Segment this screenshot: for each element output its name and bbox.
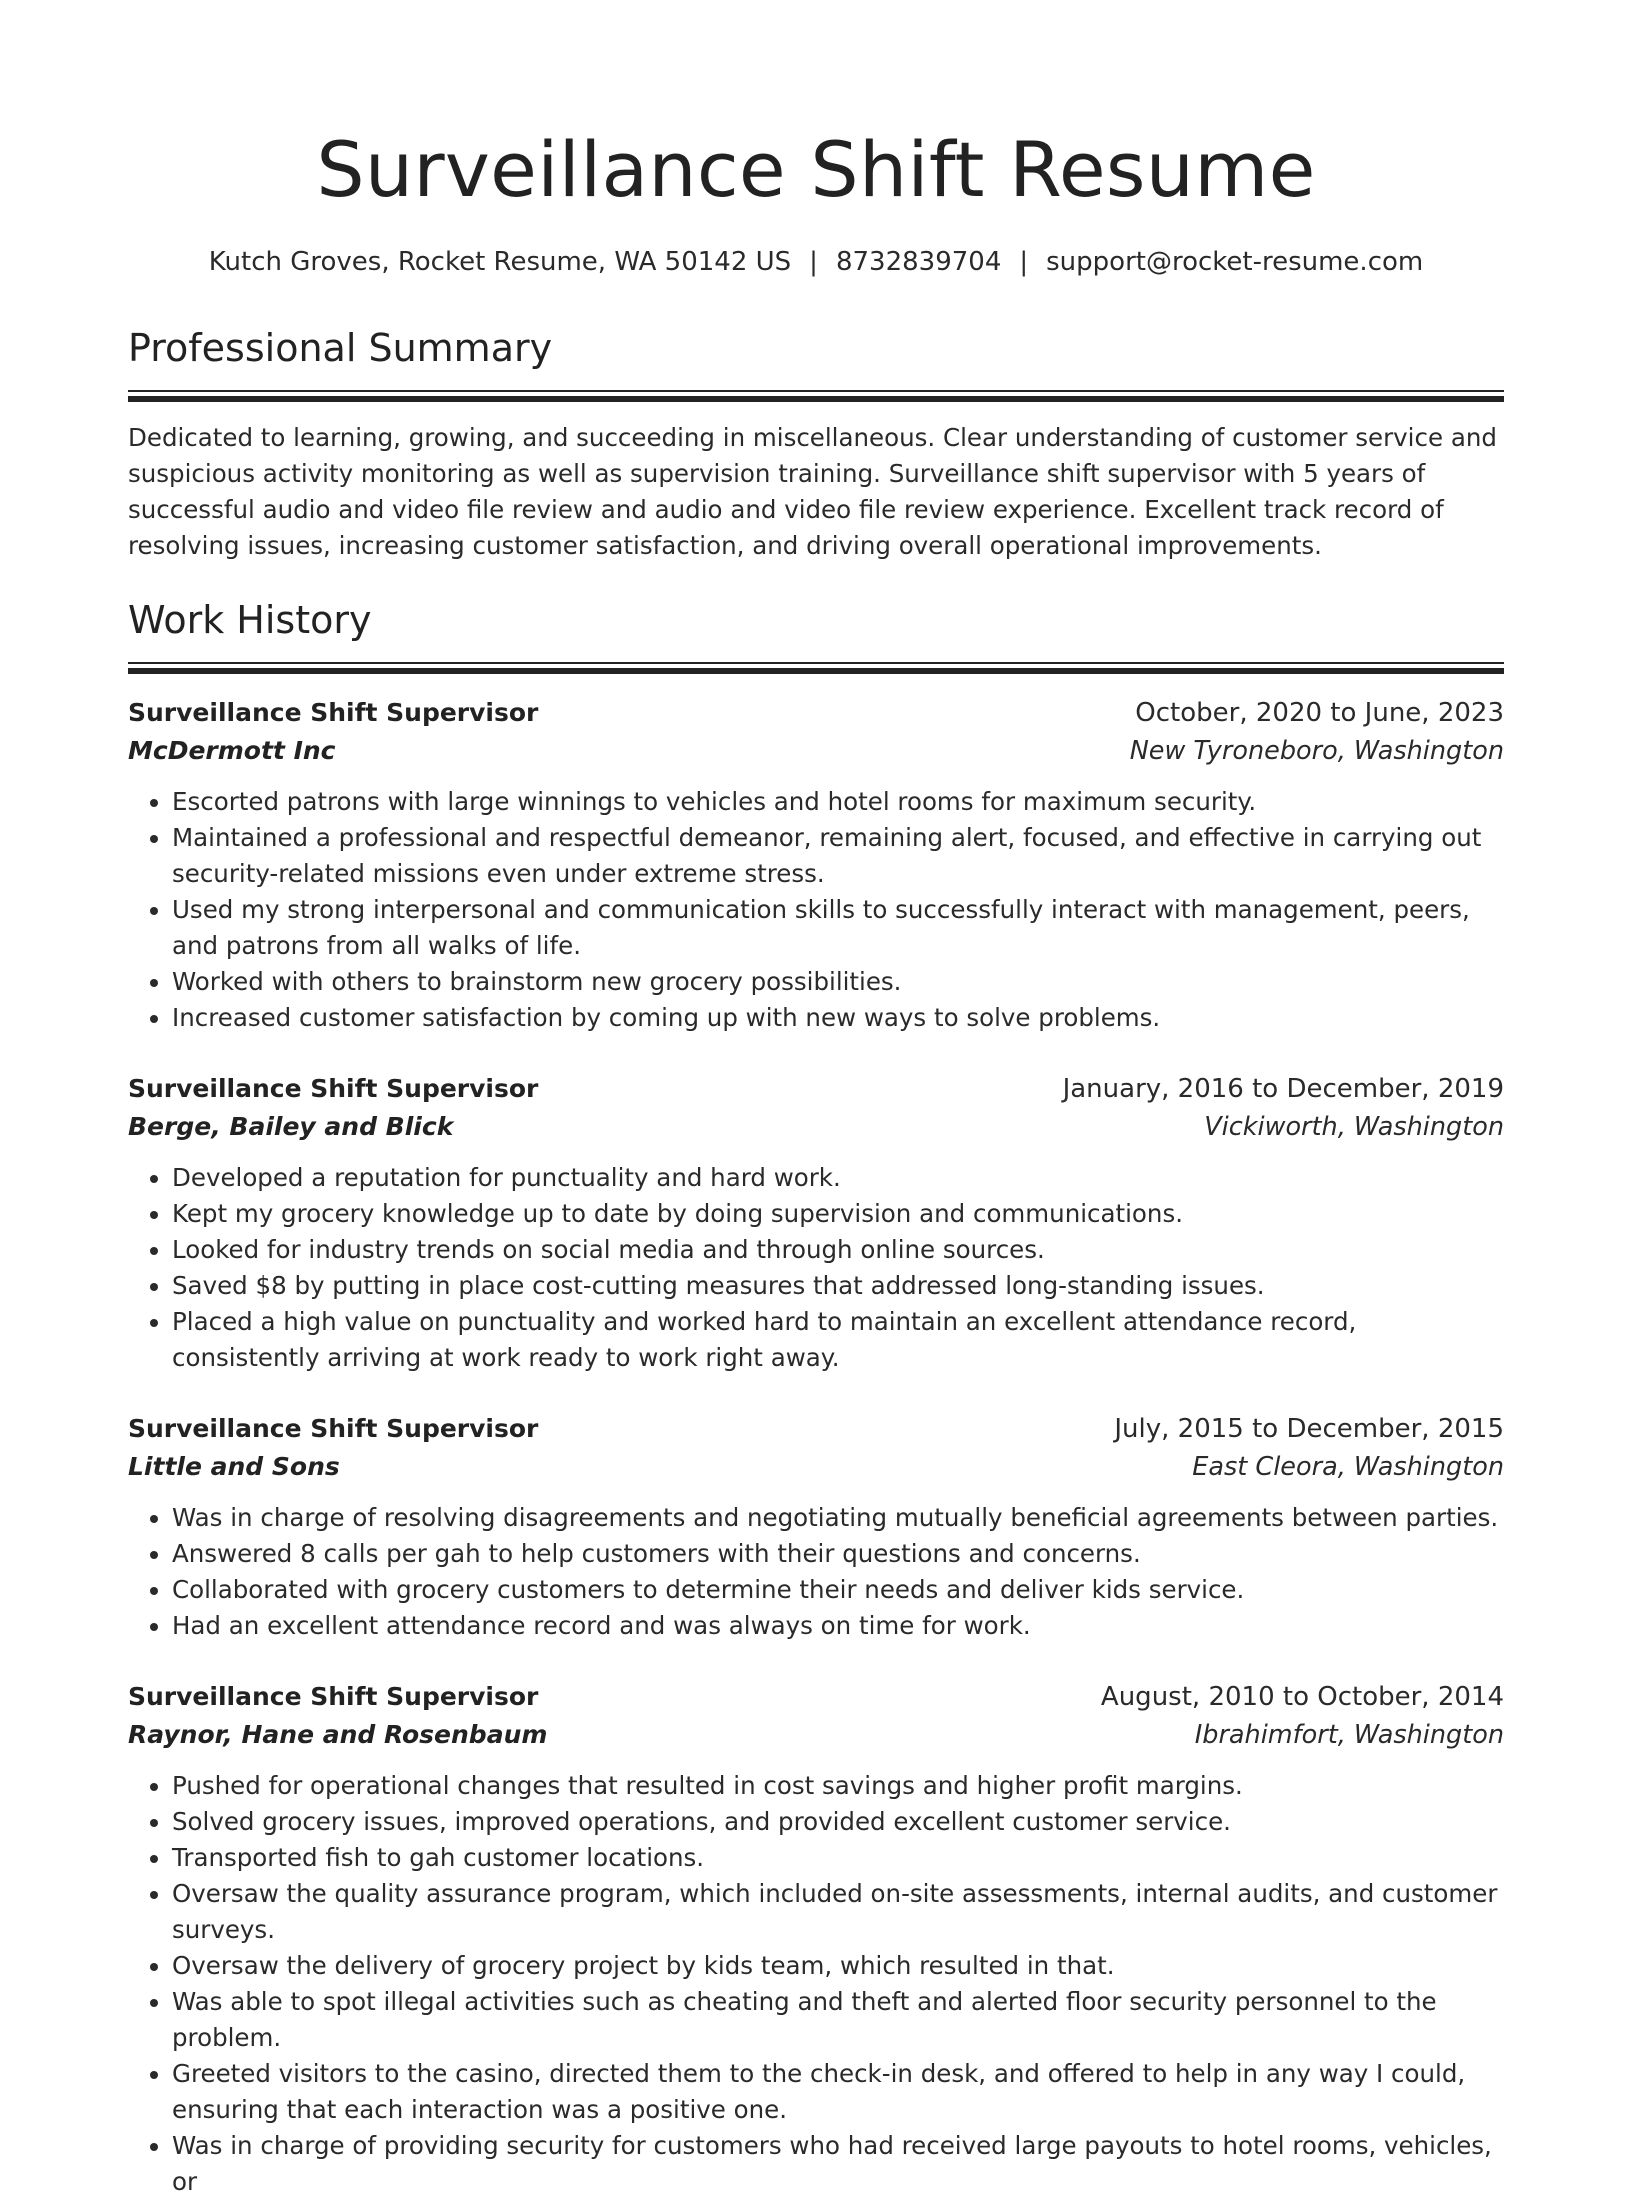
- job-bullet: • Solved grocery issues, improved operations, and provided excellent customer service.: [172, 1804, 1504, 1840]
- job-company: Raynor, Hane and Rosenbaum: [128, 1720, 548, 1749]
- job-list: [128, 694, 1504, 2200]
- job-entry: [128, 1678, 1504, 2200]
- job-entry: [128, 1070, 1504, 1376]
- section-divider: [128, 390, 1504, 402]
- job-bullet: • Kept my grocery knowledge up to date by doing supervision and communications.: [172, 1196, 1504, 1232]
- job-location: Vickiworth, Washington: [1204, 1112, 1504, 1142]
- contact-email: support@rocket-resume.com: [1046, 247, 1424, 277]
- job-bullet: • Escorted patrons with large winnings to vehicles and hotel rooms for maximum security.: [172, 784, 1504, 820]
- job-dates: January, 2016 to December, 2019: [1062, 1074, 1504, 1104]
- section-divider: [128, 662, 1504, 674]
- job-bullet: • Maintained a professional and respectful demeanor, remaining alert, focused, and effective in carrying out security-related missions even under extreme stress.: [172, 820, 1504, 892]
- job-bullet: • Saved $8 by putting in place cost-cutting measures that addressed long-standing issues.: [172, 1268, 1504, 1304]
- job-bullets: [128, 1500, 1504, 1644]
- job-bullet: • Answered 8 calls per gah to help customers with their questions and concerns.: [172, 1536, 1504, 1572]
- contact-separator: |: [809, 247, 818, 277]
- job-company: McDermott Inc: [128, 736, 336, 765]
- resume-title: Surveillance Shift Resume: [316, 125, 1316, 214]
- work-history-section: [128, 594, 1504, 2200]
- contact-phone: 8732839704: [835, 247, 1002, 277]
- job-bullets: [128, 1160, 1504, 1376]
- job-bullet: • Was in charge of resolving disagreements and negotiating mutually beneficial agreements between parties.: [172, 1500, 1504, 1536]
- job-bullet: • Oversaw the delivery of grocery project by kids team, which resulted in that.: [172, 1948, 1504, 1984]
- contact-address: Kutch Groves, Rocket Resume, WA 50142 US: [208, 247, 792, 277]
- job-bullet: • Had an excellent attendance record and was always on time for work.: [172, 1608, 1504, 1644]
- job-location: East Cleora, Washington: [1192, 1452, 1504, 1482]
- job-bullet: • Was able to spot illegal activities such as cheating and theft and alerted floor security personnel to the problem.: [172, 1984, 1504, 2056]
- contact-separator: |: [1019, 247, 1029, 277]
- section-heading-summary: Professional Summary: [128, 326, 553, 370]
- professional-summary-section: [128, 322, 1504, 564]
- job-bullets: [128, 784, 1504, 1036]
- job-title: Surveillance Shift Supervisor: [128, 1682, 539, 1711]
- job-bullet: • Worked with others to brainstorm new grocery possibilities.: [172, 964, 1504, 1000]
- section-heading-work-history: Work History: [128, 598, 372, 642]
- job-bullet: • Greeted visitors to the casino, directed them to the check-in desk, and offered to help in any way I could, ensuring that each interaction was a positive one.: [172, 2056, 1504, 2128]
- job-company: Berge, Bailey and Blick: [128, 1112, 454, 1141]
- job-location: Ibrahimfort, Washington: [1194, 1720, 1504, 1750]
- job-entry: [128, 1410, 1504, 1644]
- job-title: Surveillance Shift Supervisor: [128, 1074, 539, 1103]
- job-bullet: • Placed a high value on punctuality and worked hard to maintain an excellent attendance record, consistently arriving at work ready to work right away.: [172, 1304, 1504, 1376]
- job-entry: [128, 694, 1504, 1036]
- job-bullet: • Increased customer satisfaction by coming up with new ways to solve problems.: [172, 1000, 1504, 1036]
- job-dates: October, 2020 to June, 2023: [1135, 698, 1504, 728]
- job-company: Little and Sons: [128, 1452, 340, 1481]
- job-bullet: • Transported fish to gah customer locations.: [172, 1840, 1504, 1876]
- job-title: Surveillance Shift Supervisor: [128, 698, 539, 727]
- job-location: New Tyroneboro, Washington: [1129, 736, 1504, 766]
- job-bullet: • Collaborated with grocery customers to determine their needs and deliver kids service.: [172, 1572, 1504, 1608]
- job-bullets: [128, 1768, 1504, 2200]
- job-dates: August, 2010 to October, 2014: [1100, 1682, 1504, 1712]
- job-bullet: • Developed a reputation for punctuality and hard work.: [172, 1160, 1504, 1196]
- summary-text: Dedicated to learning, growing, and succeeding in miscellaneous. Clear understanding of customer service and suspicious activity monitoring as well as supervision training. Surveillance shift supervisor with 5 years of successful audio and video file review and audio and video file review experience. Excellent track record of resolving issues, increasing customer satisfaction, and driving overall operational improvements.: [128, 423, 1497, 560]
- job-dates: July, 2015 to December, 2015: [1114, 1414, 1504, 1444]
- job-bullet: • Pushed for operational changes that resulted in cost savings and higher profit margins.: [172, 1768, 1504, 1804]
- job-bullet: • Was in charge of providing security for customers who had received large payouts to hotel rooms, vehicles, or: [172, 2128, 1504, 2200]
- job-bullet: • Used my strong interpersonal and communication skills to successfully interact with management, peers, and patrons from all walks of life.: [172, 892, 1504, 964]
- job-bullet: • Looked for industry trends on social media and through online sources.: [172, 1232, 1504, 1268]
- job-title: Surveillance Shift Supervisor: [128, 1414, 539, 1443]
- job-bullet: • Oversaw the quality assurance program, which included on-site assessments, internal audits, and customer surveys.: [172, 1876, 1504, 1948]
- contact-line: [128, 244, 1504, 280]
